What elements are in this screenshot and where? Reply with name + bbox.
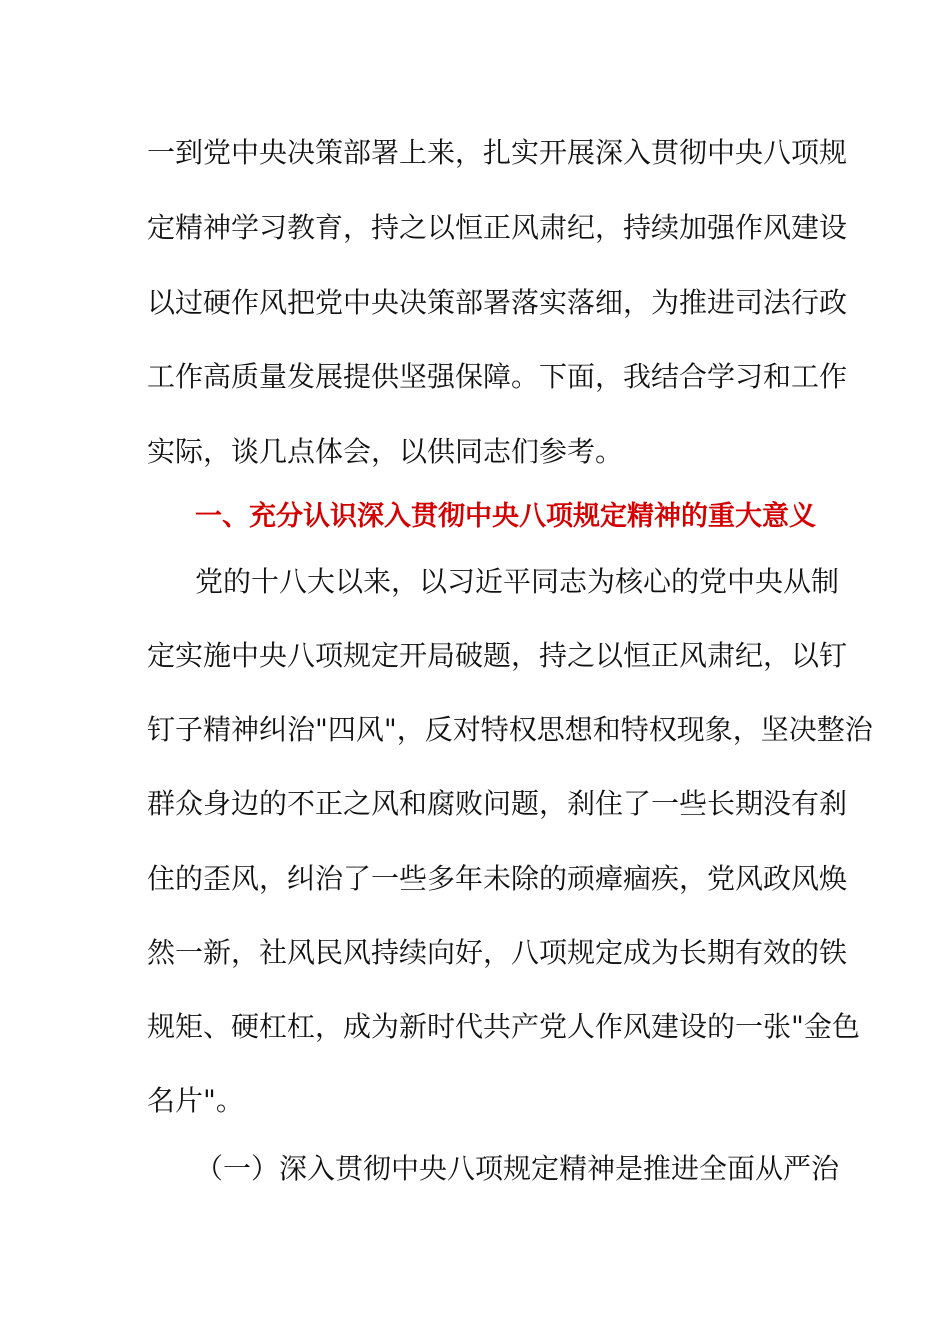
paragraph-line: 定精神学习教育，持之以恒正风肃纪，持续加强作风建设 <box>147 211 848 244</box>
paragraph-line: 实际，谈几点体会，以供同志们参考。 <box>147 435 624 468</box>
paragraph-line: 然一新，社风民风持续向好，八项规定成为长期有效的铁 <box>147 936 848 969</box>
paragraph-line: 名片"。 <box>147 1084 244 1117</box>
paragraph-line: 住的歪风，纠治了一些多年未除的顽瘴痼疾，党风政风焕 <box>147 862 848 895</box>
paragraph-line: 规矩、硬杠杠，成为新时代共产党人作风建设的一张"金色 <box>147 1010 860 1043</box>
paragraph-line: 定实施中央八项规定开局破题，持之以恒正风肃纪，以钉 <box>147 639 848 672</box>
section-heading: 一、充分认识深入贯彻中央八项规定精神的重大意义 <box>195 501 816 532</box>
paragraph-line: 工作高质量发展提供坚强保障。下面，我结合学习和工作 <box>147 360 848 393</box>
paragraph-line: 一到党中央决策部署上来，扎实开展深入贯彻中央八项规 <box>147 136 848 169</box>
subsection-heading: （一）深入贯彻中央八项规定精神是推进全面从严治 <box>195 1152 840 1185</box>
paragraph-line: 党的十八大以来，以习近平同志为核心的党中央从制 <box>195 565 840 598</box>
paragraph-line: 群众身边的不正之风和腐败问题，刹住了一些长期没有刹 <box>147 787 848 820</box>
paragraph-line: 以过硬作风把党中央决策部署落实落细，为推进司法行政 <box>147 286 848 319</box>
paragraph-line: 钉子精神纠治"四风"，反对特权思想和特权现象，坚决整治 <box>147 713 873 746</box>
